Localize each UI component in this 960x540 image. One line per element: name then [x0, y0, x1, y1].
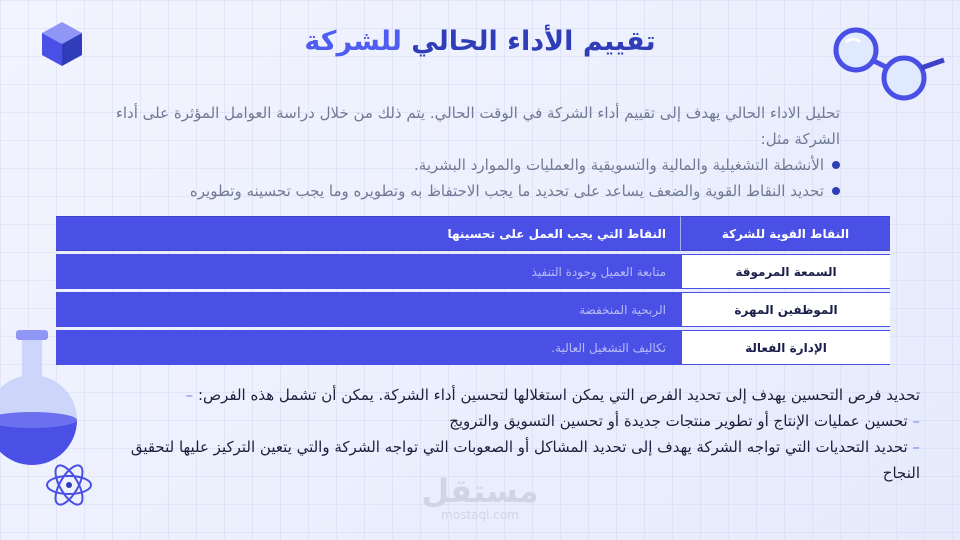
strength-cell: الموظفين المهرة	[680, 292, 890, 327]
table-row	[56, 292, 890, 327]
improvement-cell: متابعة العميل وجودة التنفيذ	[56, 254, 680, 289]
outro-item-text: تحسين عمليات الإنتاج أو تطوير منتجات جديدة أو تحسين التسويق والترويج	[449, 412, 908, 430]
outro-item-text: تحديد التحديات التي تواجه الشركة يهدف إلى تحديد المشاكل أو الصعوبات التي تواجه الشركة والتي يتعين التركيز عليها لتحقيق النجاح	[130, 438, 920, 482]
header-strengths: النقاط القوية للشركة	[680, 216, 890, 251]
outro-item	[90, 408, 920, 434]
dash-marker: –	[185, 386, 194, 404]
dash-marker: –	[912, 438, 920, 456]
table-row	[56, 330, 890, 365]
outro-paragraph-text: تحديد فرص التحسين يهدف إلى تحديد الفرص التي يمكن استغلالها لتحسين أداء الشركة. يمكن أن تشمل هذه الفرص:	[197, 386, 920, 404]
intro-bullet: تحديد النقاط القوية والضعف يساعد على تحديد ما يجب الاحتفاظ به وتطويره وما يجب تحسينه وتطويره	[110, 178, 840, 204]
table-header-row	[56, 216, 890, 251]
intro-bullet: الأنشطة التشغيلية والمالية والتسويقية والعمليات والموارد البشرية.	[110, 152, 840, 178]
improvement-cell: تكاليف التشغيل العالية.	[56, 330, 680, 365]
strength-cell: السمعة المرموقة	[680, 254, 890, 289]
header-improvements: النقاط التي يجب العمل على تحسينها	[56, 216, 680, 251]
strength-cell: الإدارة الفعالة	[680, 330, 890, 365]
title-accent: للشركة	[304, 26, 402, 57]
watermark-logo: مستقل	[421, 472, 539, 510]
performance-table	[56, 213, 890, 368]
intro-paragraph: تحليل الاداء الحالي يهدف إلى تقييم أداء الشركة في الوقت الحالي. يتم ذلك من خلال دراسة العوامل المؤثرة على أداء الشركة مثل:	[115, 104, 840, 148]
dash-marker: –	[912, 412, 920, 430]
atom-icon	[44, 460, 94, 510]
intro-block	[110, 100, 840, 204]
watermark	[420, 474, 540, 522]
watermark-url: mostaql.com	[441, 508, 519, 522]
improvement-cell: الربحية المنخفضة	[56, 292, 680, 327]
intro-bullet-list	[110, 152, 840, 204]
slide-title	[0, 26, 960, 57]
table-row	[56, 254, 890, 289]
outro-paragraph	[90, 382, 920, 408]
outro-block	[90, 382, 920, 486]
title-main: تقييم الأداء الحالي	[411, 26, 656, 57]
